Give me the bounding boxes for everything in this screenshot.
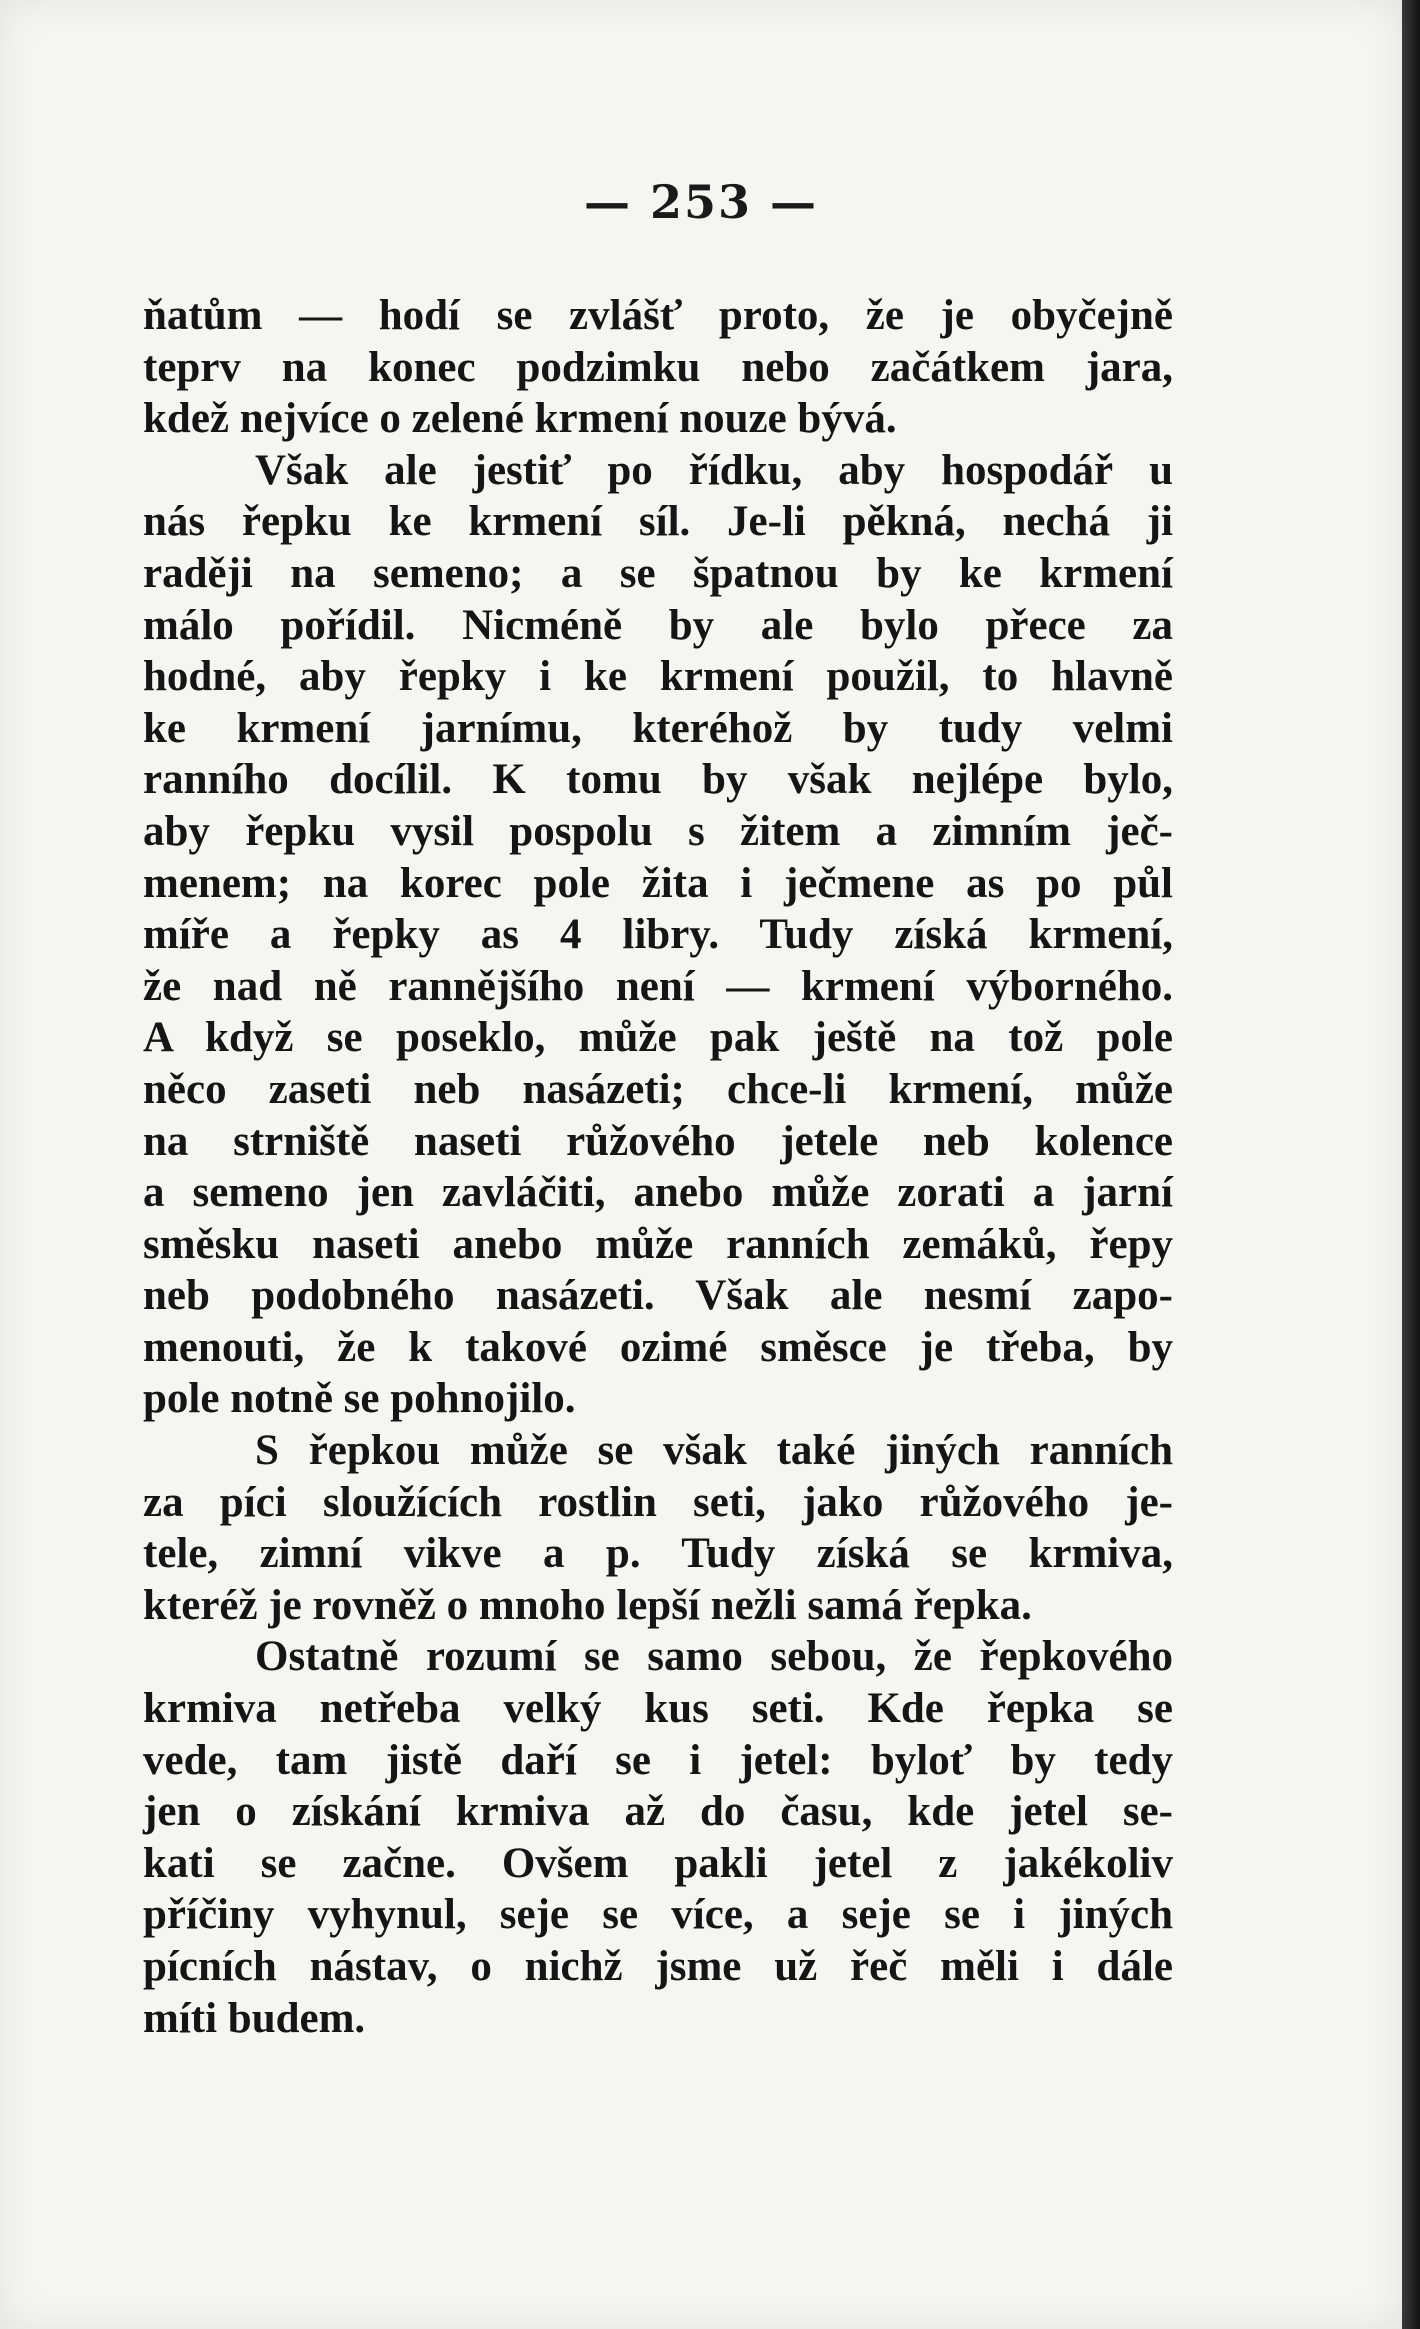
text-line: Však ale jestiť po řídku, aby hospodář u [255,446,1173,494]
text-line: příčiny vyhynul, seje se více, a seje se i jiných [143,1891,1173,1939]
text-line: na strniště naseti růžového jetele neb kolence [143,1117,1173,1165]
text-line: směsku naseti anebo může ranních zemáků, řepy [143,1220,1173,1268]
text-line: ňatům — hodí se zvlášť proto, že je obyčejně [143,292,1173,339]
text-line: ranního docílil. K tomu by však nejlépe bylo, [143,756,1173,804]
text-line: málo pořídil. Nicméně by ale bylo přece za [143,601,1173,649]
text-line: hodné, aby řepky i ke krmení použil, to hlavně [143,653,1173,701]
text-line: Ostatně rozumí se samo sebou, že řepkového [255,1633,1173,1681]
text-line: tele, zimní vikve a p. Tudy získá se krmiva, [143,1530,1173,1578]
page-edge-shadow [1402,0,1420,2329]
text-line: kteréž je rovněž o mnoho lepší nežli samá řepka. [143,1581,1032,1629]
text-line: krmiva netřeba velký kus seti. Kde řepka se [143,1685,1173,1733]
text-line: ke krmení jarnímu, kteréhož by tudy velmi [143,704,1173,752]
text-line: menem; na korec pole žita i ječmene as po půl [143,859,1173,907]
text-line: S řepkou může se však také jiných ranních [255,1427,1173,1475]
text-line: nás řepku ke krmení síl. Je-li pěkná, nechá ji [143,498,1173,546]
text-line: A když se poseklo, může pak ještě na tož pole [143,1014,1173,1062]
text-line: za píci sloužících rostlin seti, jako růžového je- [143,1478,1173,1526]
text-line: aby řepku vysil pospolu s žitem a zimním ječ- [143,807,1173,855]
text-line: menouti, že k takové ozimé směsce je třeba, by [143,1323,1173,1371]
text-line: kdež nejvíce o zelené krmení nouze bývá. [143,395,897,443]
text-line: a semeno jen zavláčiti, anebo může zorati a jarní [143,1169,1173,1217]
text-line: pícních nástav, o nichž jsme už řeč měli i dále [143,1943,1173,1990]
text-line: teprv na konec podzimku nebo začátkem jara, [143,343,1173,391]
body-text [143,290,1173,2044]
text-line: jen o získání krmiva až do času, kde jetel se- [143,1788,1173,1836]
text-line: pole notně se pohnojilo. [143,1375,576,1423]
text-line: že nad ně rannějšího není — krmení výborného. [143,962,1173,1010]
text-line: míře a řepky as 4 libry. Tudy získá krmení, [143,911,1173,959]
text-line: míti budem. [143,1994,366,2042]
text-line: raději na semeno; a se špatnou by ke krmení [143,549,1173,597]
text-line: něco zaseti neb nasázeti; chce-li krmení, může [143,1065,1173,1113]
text-line: vede, tam jistě daří se i jetel: byloť by tedy [143,1736,1173,1784]
page-number-header: — 253 — [583,175,819,229]
text-line: neb podobného nasázeti. Však ale nesmí zapo- [143,1272,1173,1320]
text-line: kati se začne. Ovšem pakli jetel z jakékoliv [143,1839,1173,1887]
